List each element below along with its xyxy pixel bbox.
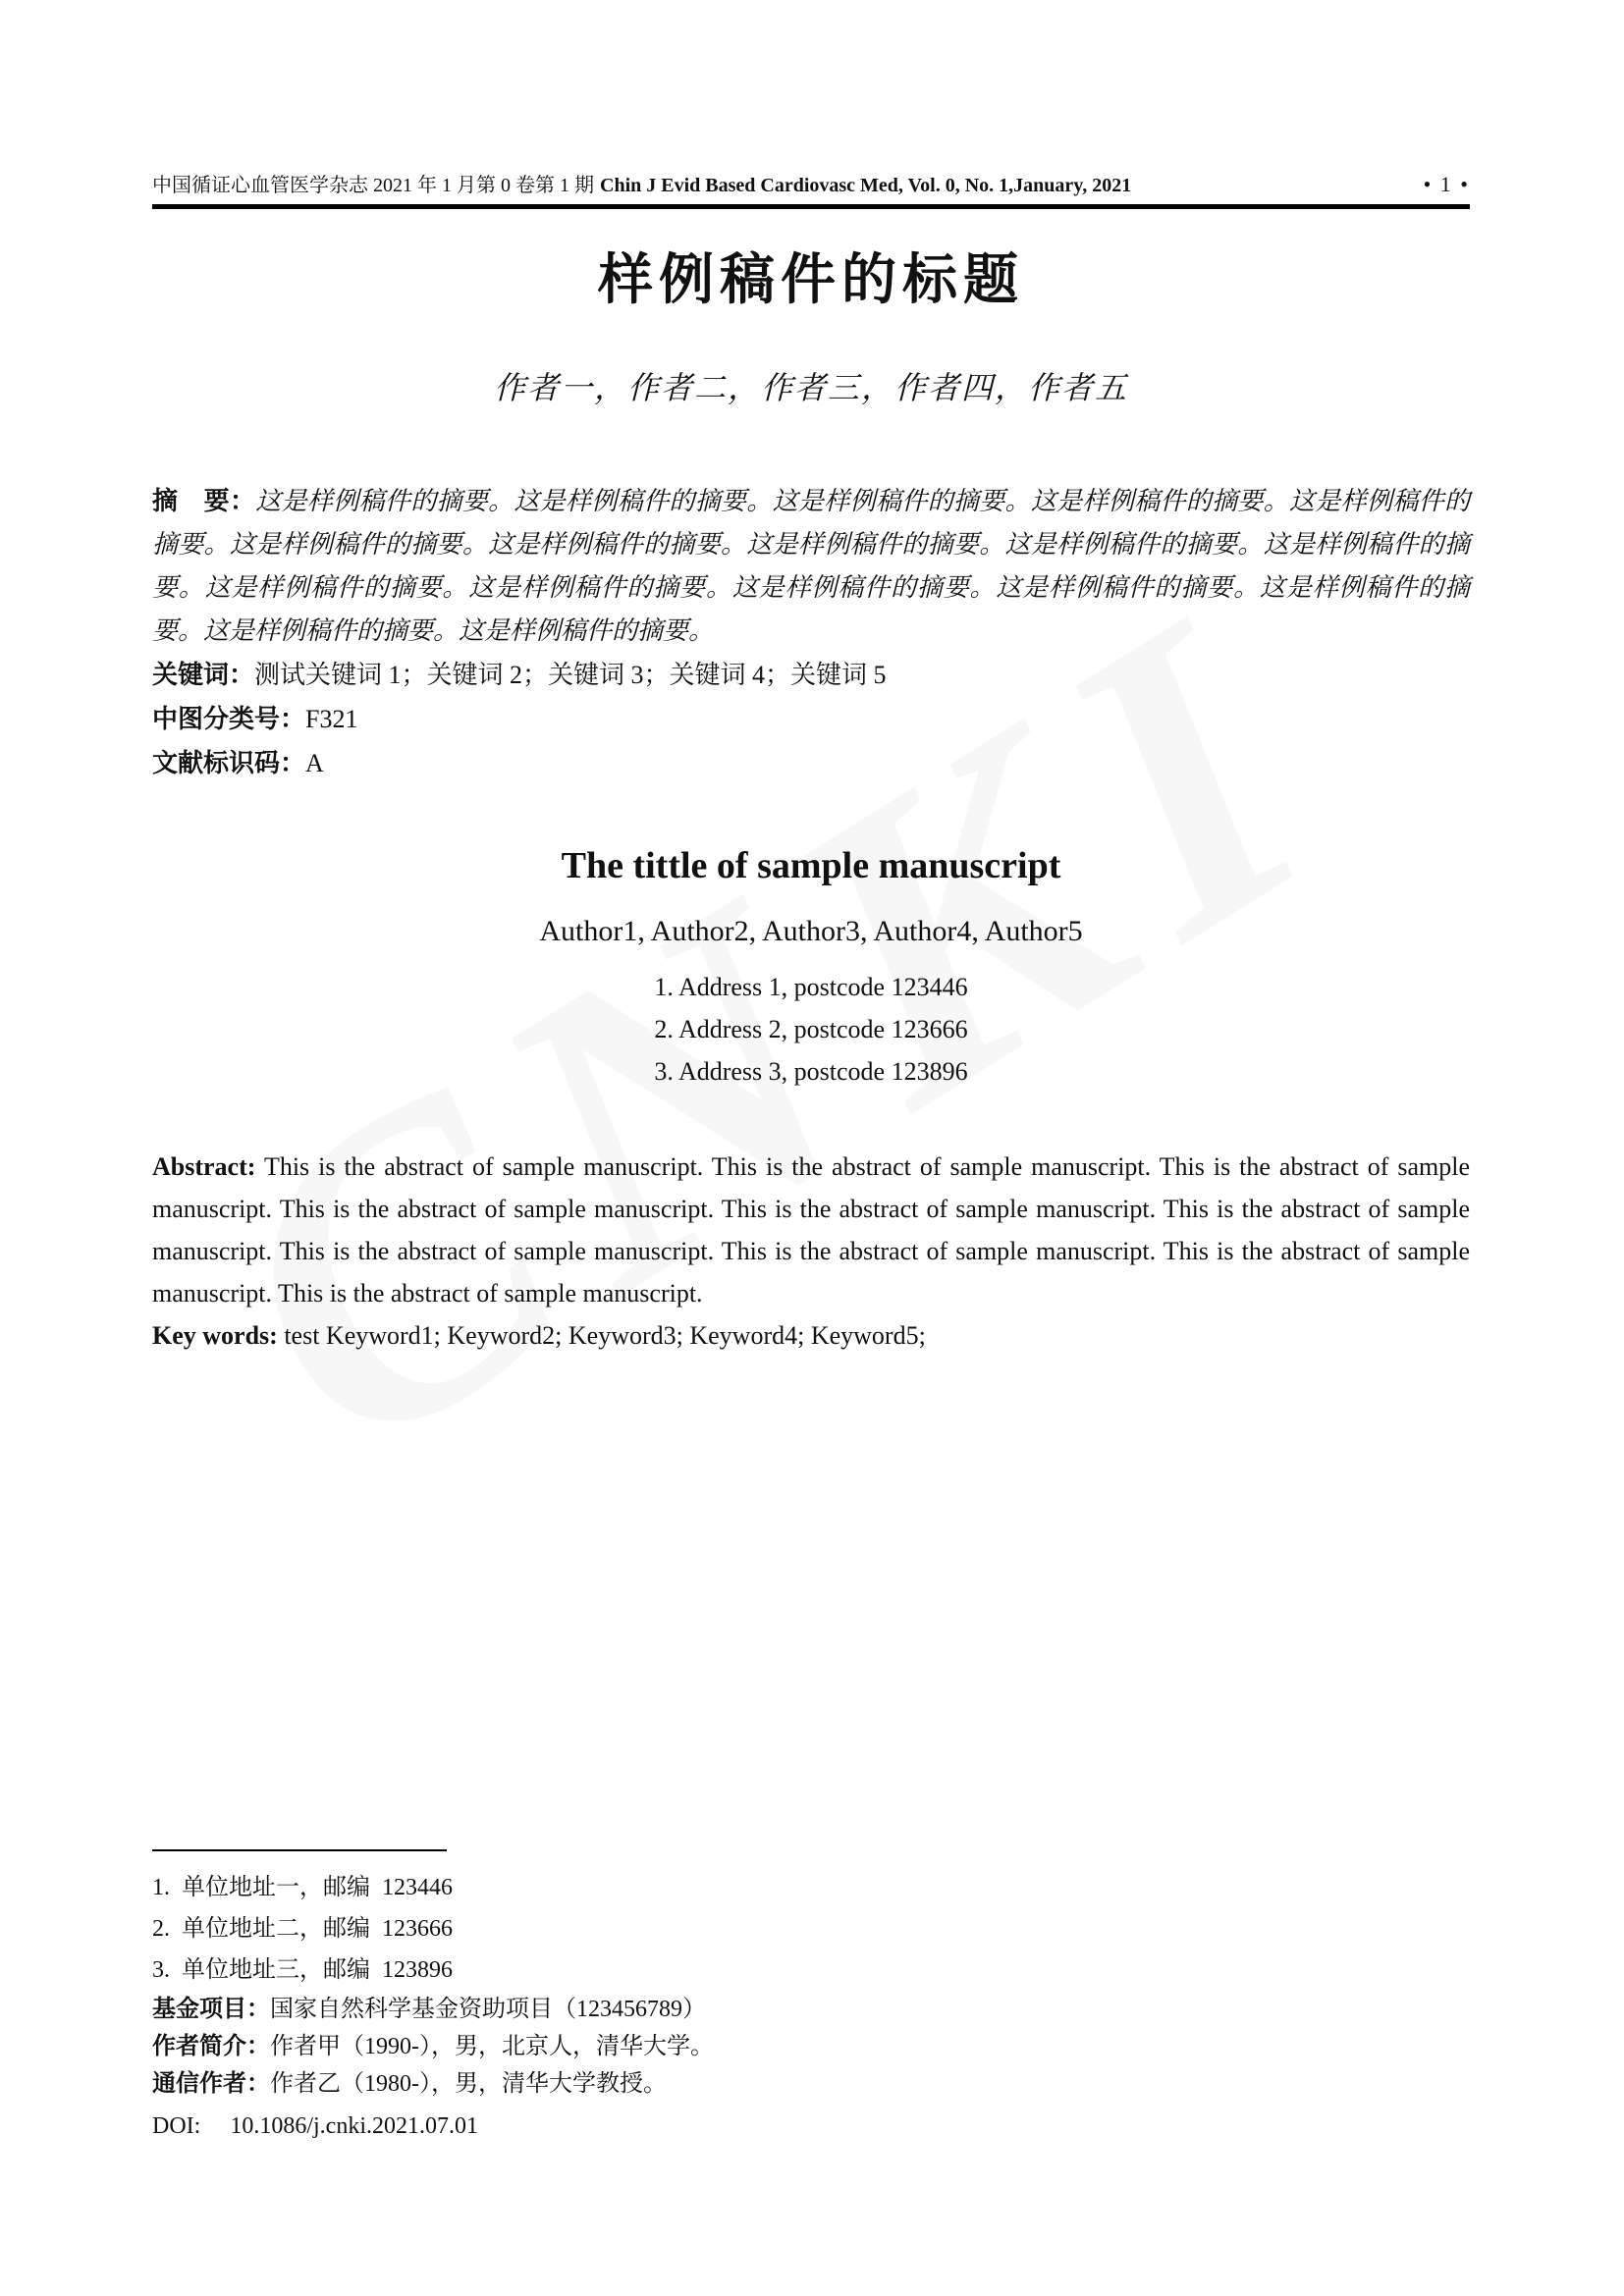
clc-value: F321 [305,705,358,734]
affiliation-line: 1. 单位地址一，邮编 123446 [152,1875,453,1900]
keywords-zh-label: 关键词： [152,660,255,690]
abstract-en-section [152,1146,1470,1357]
address-line: 3. Address 3, postcode 123896 [654,1057,968,1087]
clc-label: 中图分类号： [152,704,306,734]
abstract-en-label: Abstract: [152,1152,256,1182]
doc-code-label: 文献标识码： [152,748,306,778]
keywords-en-text: test Keyword1; Keyword2; Keyword3; Keyword4; Keyword5; [284,1321,926,1351]
abstract-zh-text: 这是样例稿件的摘要。这是样例稿件的摘要。这是样例稿件的摘要。这是样例稿件的摘要。这是样例稿件的摘要。这是样例稿件的摘要。这是样例稿件的摘要。这是样例稿件的摘要。这是样例稿件的摘要。这是样例稿件的摘要。这是样例稿件的摘要。这是样例稿件的摘要。这是样例稿件的摘要。这是样例稿件的摘要。这是样例稿件的摘要。这是样例稿件的摘要。这是样例稿件的摘要。 [152,487,1470,646]
journal-citation [152,169,1131,197]
page-number: • 1 • [1423,172,1470,196]
footnote-block [152,1849,1470,2146]
abstract-en-paragraph [152,1146,1470,1314]
corresponding-author-label: 通信作者： [152,2070,270,2097]
journal-title-en: Chin J Evid Based Cardiovasc Med, Vol. 0, No. 1,January, 2021 [600,175,1132,196]
page-content [152,0,1470,1357]
fund-line [152,1991,1470,2028]
header-rule [152,204,1470,209]
author-bio-value: 作者甲（1990-），男，北京人，清华大学。 [270,2034,714,2059]
corresponding-author-value: 作者乙（1980-），男，清华大学教授。 [270,2071,667,2097]
fund-value: 国家自然科学基金资助项目（123456789） [270,1997,706,2022]
address-line: 1. Address 1, postcode 123446 [654,973,968,1002]
fund-label: 基金项目： [152,1996,270,2022]
doc-code-value: A [305,749,324,778]
keywords-en-label: Key words: [152,1321,278,1351]
keywords-zh-text: 测试关键词 1；关键词 2；关键词 3；关键词 4；关键词 5 [254,661,887,690]
doi-value: 10.1086/j.cnki.2021.07.01 [230,2113,478,2139]
article-title-en: The tittle of sample manuscript [561,845,1061,887]
affiliation-line: 3. 单位地址三，邮编 123896 [152,1957,453,1983]
journal-title-zh: 中国循证心血管医学杂志 2021 年 1 月第 0 卷第 1 期 [152,175,594,196]
address-list [152,966,1470,1093]
doc-code-line [152,741,1470,785]
abstract-zh-section [152,479,1470,785]
footnote-divider [152,1849,447,1851]
keywords-zh-line [152,653,1470,697]
doi-label: DOI: [152,2113,201,2139]
authors-zh: 作者一，作者二，作者三，作者四，作者五 [493,370,1128,406]
abstract-en-text: This is the abstract of sample manuscript. This is the abstract of sample manuscript. This is the abstract of sample manuscript. This is the abstract of sample manuscript. This is the abstract of sample manuscript. This is the abstract of sample manuscript. This is the abstract of sample manuscript. This is the abstract of sample manuscript. This is the abstract of sample manuscript. This is the abstract of sample manuscript. [152,1152,1471,1308]
authors-en: Author1, Author2, Author3, Author4, Author5 [539,915,1083,948]
author-bio-line [152,2028,1470,2065]
abstract-zh-label: 摘 要： [152,486,256,516]
affiliation-line: 2. 单位地址二，邮编 123666 [152,1916,453,1942]
clc-line [152,697,1470,741]
doi-line [152,2107,1470,2146]
keywords-en-line [152,1314,1470,1357]
author-bio-label: 作者简介： [152,2033,270,2059]
corresponding-author-line [152,2065,1470,2103]
article-title-zh: 样例稿件的标题 [598,248,1024,310]
abstract-zh-paragraph [152,479,1470,653]
running-header [152,169,1470,197]
address-line: 2. Address 2, postcode 123666 [654,1015,968,1044]
